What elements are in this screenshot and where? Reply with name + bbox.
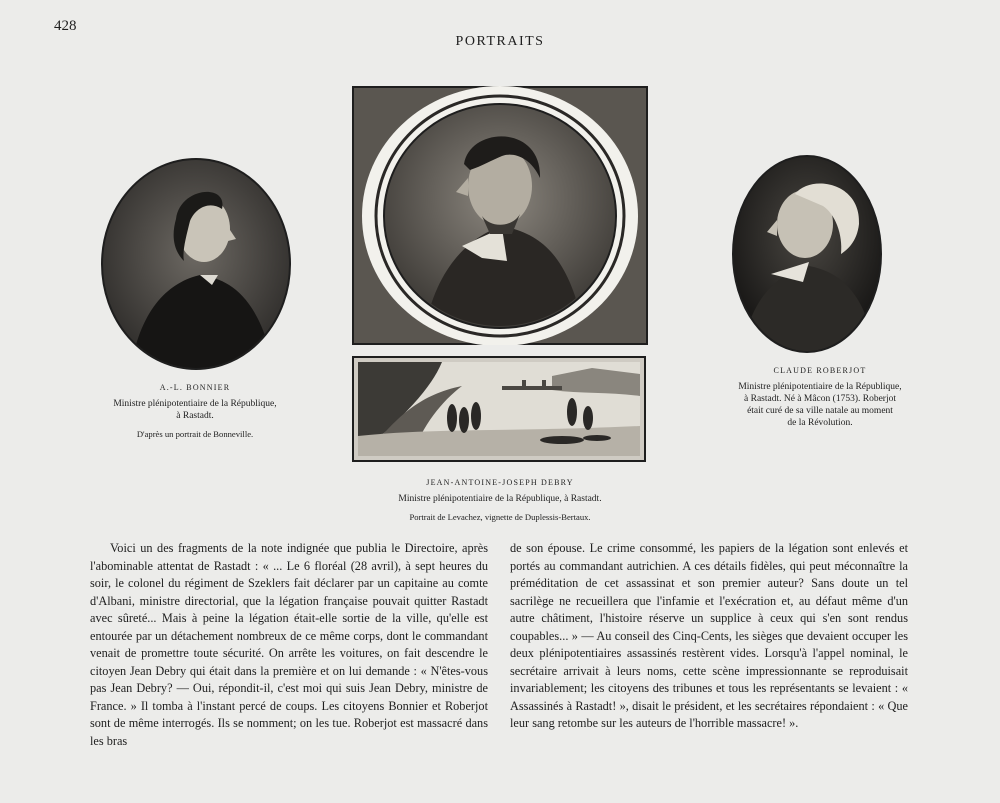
article-column-left: Voici un des fragments de la note indignée que publia le Directoire, après l'abominable attentat de Rastadt : « ... Le 6 floréal (28 avril), à sept heures du soir, le colonel du régiment de Szeklers fait déclarer par un capitaine au comte d'Albani, ministre directorial, que la légation française pouvait quitter Rastadt avec sûreté... Mais à peine la légation était-elle sortie de la ville, qu'elle est entourée par un détachement nombreux de ce même corps, dont le commandant venait de promettre toute sécurité. On arrête les voitures, on fait descendre le citoyen Jean Debry qui était dans la première et on lui demande : « N'êtes-vous pas Jean Debry? — Oui, répondit-il, c'est moi qui suis Jean Debry, ministre de France. » Il tomba à l'instant percé de coups. Les citoyens Bonnier et Roberjot sont de même interrogés. Ils se nomment; on les tue. Roberjot est massacré dans les bras	[90, 541, 488, 748]
debry-name: JEAN-ANTOINE-JOSEPH DEBRY	[426, 478, 574, 487]
debry-portrait	[352, 86, 648, 345]
rastadt-vignette	[352, 356, 646, 462]
page-title: PORTRAITS	[455, 34, 545, 49]
roberjot-caption	[720, 365, 920, 429]
bonnier-portrait	[100, 157, 292, 372]
article-column-right: de son épouse. Le crime consommé, les papiers de la légation sont enlevés et portés au commandant autrichien. A ces détails fidèles, qui peut méconnaître la préméditation de cet assassinat et son premier auteur? Sans doute un tel sacrilège ne recueillera que l'infamie et l'exécration et, au défaut même d'un autre châtiment, l'histoire réserve un supplice à ceux qui s'en sont rendus coupables... » — Au conseil des Cinq-Cents, les sièges que devaient occuper les deux plénipotentiaires assassinés restèrent vides. Lorsqu'à l'appel nominal, le secrétaire arrivait à leurs noms, cette scène impressionnante se reproduisait invariablement; les citoyens des tribunes et tous les représentants se levaient : « Assassinés à Rastadt! », disait le président, et les secrétaires répondaient : « Que leur sang retombe sur les auteurs de l'horrible massacre! ».	[510, 541, 908, 730]
roberjot-title-line: était curé de sa ville natale au moment	[747, 406, 893, 416]
debry-title-line: Ministre plénipotentiaire de la République, à Rastadt.	[398, 494, 602, 504]
roberjot-title-line: Ministre plénipotentiaire de la République,	[738, 382, 902, 392]
bonnier-title-line: à Rastadt.	[176, 411, 214, 421]
roberjot-title-line: de la Révolution.	[787, 418, 853, 428]
roberjot-title-line: à Rastadt. Né à Mâcon (1753). Roberjot	[744, 394, 896, 404]
bonnier-title-line: Ministre plénipotentiaire de la République,	[113, 399, 277, 409]
bonnier-source: D'après un portrait de Bonneville.	[136, 429, 254, 439]
bonnier-caption	[90, 382, 300, 440]
page-number: 428	[54, 18, 77, 34]
bonnier-name: A.-L. BONNIER	[159, 383, 231, 392]
roberjot-portrait	[731, 154, 883, 354]
roberjot-name: CLAUDE ROBERJOT	[773, 366, 867, 375]
debry-source: Portrait de Levachez, vignette de Duplessis-Bertaux.	[409, 512, 591, 522]
debry-caption	[330, 477, 670, 523]
